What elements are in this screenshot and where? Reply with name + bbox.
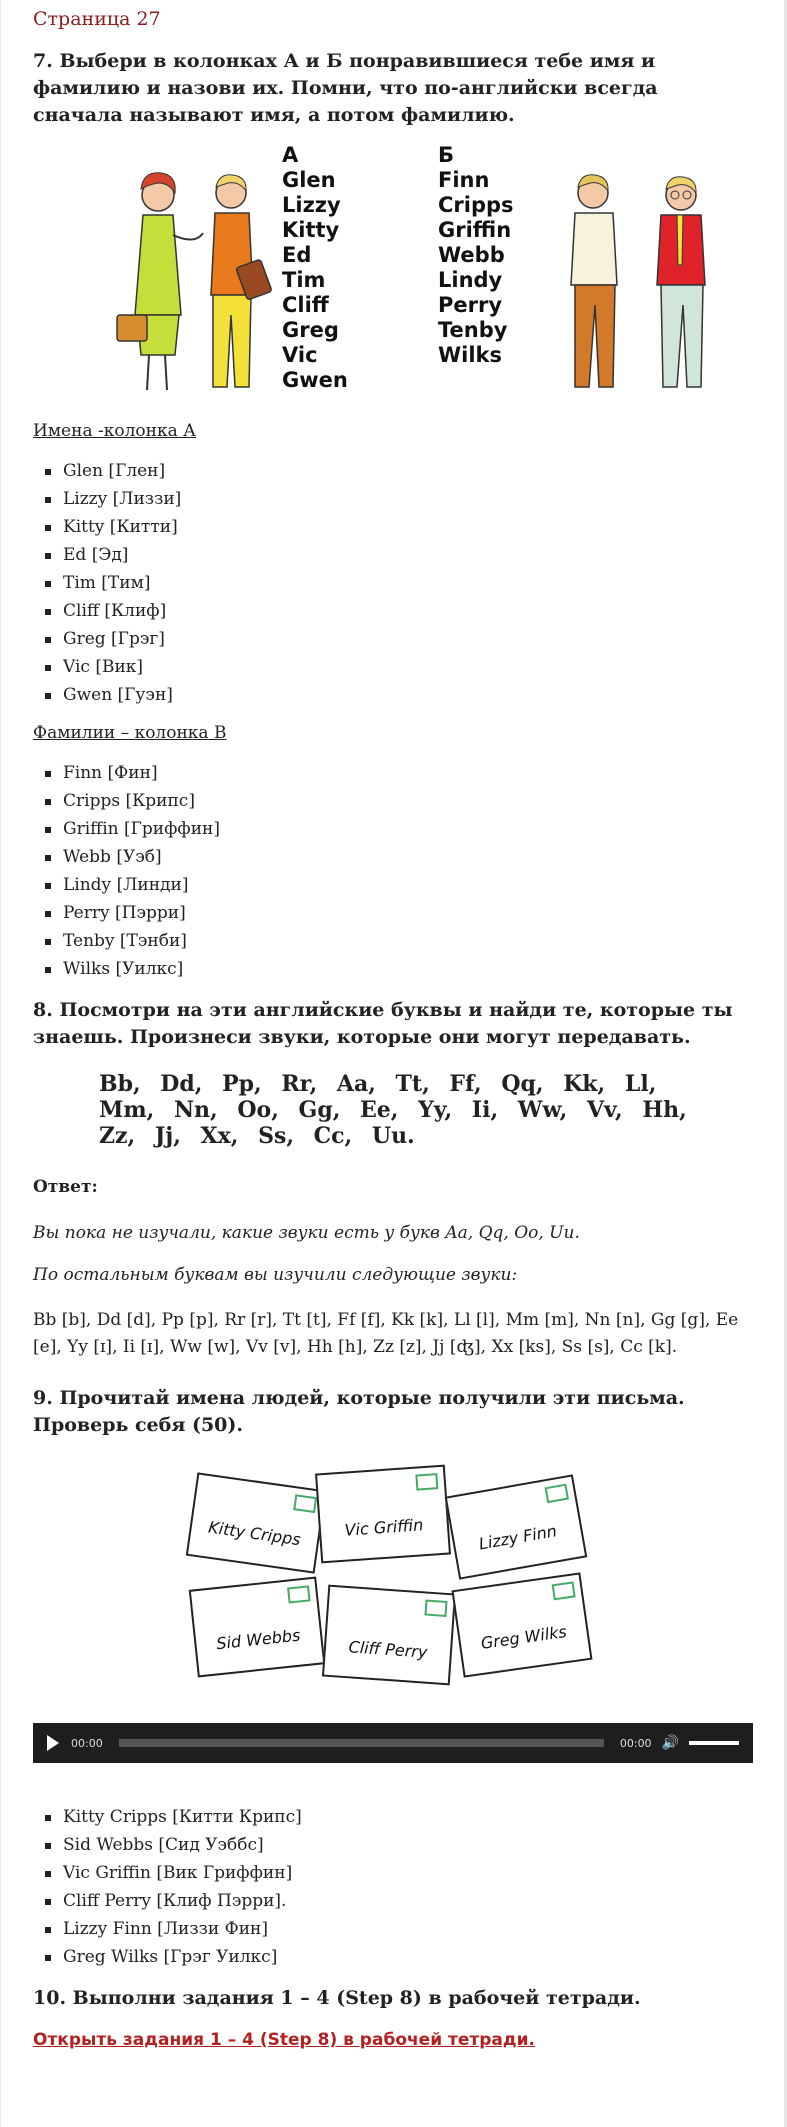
stamp-icon bbox=[287, 1585, 311, 1603]
task7-title: 7. Выбери в колонках А и Б понравившиеся тебе имя и фамилию и назови их. Помни, что по-английски всегда сначала называют имя, а потом фамилию. bbox=[33, 50, 658, 126]
envelope-name: Greg Wilks bbox=[479, 1621, 568, 1653]
envelope-name: Vic Griffin bbox=[343, 1515, 424, 1540]
list-item: Tenby [Тэнби] bbox=[63, 927, 752, 955]
audio-total-time: 00:00 bbox=[619, 1736, 652, 1750]
list-item: Glen [Глен] bbox=[63, 457, 752, 485]
column-a-name: Greg bbox=[282, 318, 339, 342]
column-a-name: Vic bbox=[282, 343, 318, 367]
column-a bbox=[282, 143, 348, 393]
page-link[interactable]: Страница 27 bbox=[33, 8, 161, 30]
answers-list bbox=[63, 1803, 752, 1971]
column-b-header: Б bbox=[438, 143, 455, 167]
column-a-name: Lizzy bbox=[282, 193, 341, 217]
column-a-name: Gwen bbox=[282, 368, 348, 392]
surnames-list bbox=[63, 759, 752, 983]
column-b-name: Finn bbox=[438, 168, 490, 192]
envelope bbox=[189, 1577, 325, 1678]
task10-title: 10. Выполни задания 1 – 4 (Step 8) в рабочей тетради. bbox=[33, 1987, 641, 2009]
envelope-name: Cliff Perry bbox=[348, 1637, 428, 1662]
envelope bbox=[315, 1465, 451, 1564]
list-item: Finn [Фин] bbox=[63, 759, 752, 787]
list-item: Lizzy Finn [Лиззи Фин] bbox=[63, 1915, 752, 1943]
stamp-icon bbox=[293, 1494, 317, 1513]
list-item: Tim [Тим] bbox=[63, 569, 752, 597]
column-a-name: Kitty bbox=[282, 218, 340, 242]
column-b-name: Lindy bbox=[438, 268, 503, 292]
answer-note-2: По остальным буквам вы изучили следующие звуки: bbox=[33, 1265, 518, 1285]
list-item: Gwen [Гуэн] bbox=[63, 681, 752, 709]
list-item: Cliff Perry [Клиф Пэрри]. bbox=[63, 1887, 752, 1915]
list-item: Wilks [Уилкс] bbox=[63, 955, 752, 983]
column-a-header: А bbox=[282, 143, 299, 167]
envelope-name: Kitty Cripps bbox=[207, 1517, 302, 1550]
audio-player bbox=[33, 1723, 753, 1763]
column-b-name: Wilks bbox=[438, 343, 503, 367]
envelope-name: Lizzy Finn bbox=[477, 1521, 559, 1554]
envelope bbox=[322, 1585, 456, 1686]
list-item: Ed [Эд] bbox=[63, 541, 752, 569]
names-list bbox=[63, 457, 752, 709]
list-item: Griffin [Гриффин] bbox=[63, 815, 752, 843]
list-item: Perry [Пэрри] bbox=[63, 899, 752, 927]
article-content bbox=[1, 0, 784, 2050]
list-item: Greg [Грэг] bbox=[63, 625, 752, 653]
envelope bbox=[452, 1572, 593, 1677]
list-item: Vic [Вик] bbox=[63, 653, 752, 681]
stamp-icon bbox=[424, 1599, 447, 1616]
list-item: Cripps [Крипс] bbox=[63, 787, 752, 815]
envelopes-illustration bbox=[33, 1463, 752, 1703]
list-item: Kitty [Китти] bbox=[63, 513, 752, 541]
list-item: Vic Griffin [Вик Гриффин] bbox=[63, 1859, 752, 1887]
list-item: Webb [Уэб] bbox=[63, 843, 752, 871]
list-item: Sid Webbs [Сид Уэббс] bbox=[63, 1831, 752, 1859]
answer-note-1: Вы пока не изучали, какие звуки есть у букв Aa, Qq, Oo, Uu. bbox=[33, 1223, 580, 1243]
envelope bbox=[445, 1474, 588, 1579]
play-icon[interactable] bbox=[47, 1735, 59, 1751]
column-a-name: Glen bbox=[282, 168, 336, 192]
column-b-name: Griffin bbox=[438, 218, 512, 242]
task9-title: 9. Прочитай имена людей, которые получили эти письма. Проверь себя (50). bbox=[33, 1387, 685, 1436]
list-item: Kitty Cripps [Китти Крипс] bbox=[63, 1803, 752, 1831]
names-heading: Имена -колонка А bbox=[33, 421, 196, 441]
column-a-name: Ed bbox=[282, 243, 312, 267]
envelope-name: Sid Webbs bbox=[215, 1625, 302, 1654]
column-b-name: Webb bbox=[438, 243, 505, 267]
list-item: Greg Wilks [Грэг Уилкс] bbox=[63, 1943, 752, 1971]
open-workbook-link[interactable]: Открыть задания 1 – 4 (Step 8) в рабочей тетради. bbox=[33, 2030, 536, 2050]
column-b-name: Perry bbox=[438, 293, 503, 317]
task8-title: 8. Посмотри на эти английские буквы и найди те, которые ты знаешь. Произнеси звуки, которые они могут передавать. bbox=[33, 999, 733, 1048]
names-illustration bbox=[33, 143, 752, 405]
answer-label: Ответ: bbox=[33, 1177, 98, 1197]
audio-current-time: 00:00 bbox=[71, 1736, 103, 1750]
column-b bbox=[438, 143, 514, 368]
volume-slider[interactable] bbox=[689, 1741, 739, 1745]
volume-icon[interactable]: 🔊 bbox=[661, 1735, 679, 1751]
column-a-name: Tim bbox=[282, 268, 326, 292]
stamp-icon bbox=[545, 1484, 569, 1504]
audio-progress-bar[interactable] bbox=[119, 1739, 604, 1747]
stamp-icon bbox=[552, 1581, 576, 1600]
sounds-text: Bb [b], Dd [d], Pp [p], Rr [r], Tt [t], Ff [f], Kk [k], Ll [l], Mm [m], Nn [n], Gg [g], Ee [e], Yy [ɪ], Ii [ɪ], Ww [w], Vv [v], Hh [h], Zz [z], Jj [ʤ], Xx [ks], Ss [s], Cc [k]. bbox=[33, 1310, 739, 1357]
surnames-heading: Фамилии – колонка В bbox=[33, 723, 227, 743]
letters-block: Bb, Dd, Pp, Rr, Aa, Tt, Ff, Qq, Kk, Ll, Mm, Nn, Oo, Gg, Ee, Yy, Ii, Ww, Vv, Hh, Zz, Jj, Xx, Ss, Cc, Uu. bbox=[99, 1071, 687, 1149]
list-item: Lindy [Линди] bbox=[63, 871, 752, 899]
people-right-illustration bbox=[543, 165, 733, 405]
column-a-name: Cliff bbox=[282, 293, 329, 317]
envelope bbox=[186, 1472, 326, 1573]
people-left-illustration bbox=[103, 165, 283, 405]
column-b-name: Tenby bbox=[438, 318, 508, 342]
stamp-icon bbox=[415, 1473, 438, 1490]
list-item: Lizzy [Лиззи] bbox=[63, 485, 752, 513]
column-b-name: Cripps bbox=[438, 193, 514, 217]
list-item: Cliff [Клиф] bbox=[63, 597, 752, 625]
